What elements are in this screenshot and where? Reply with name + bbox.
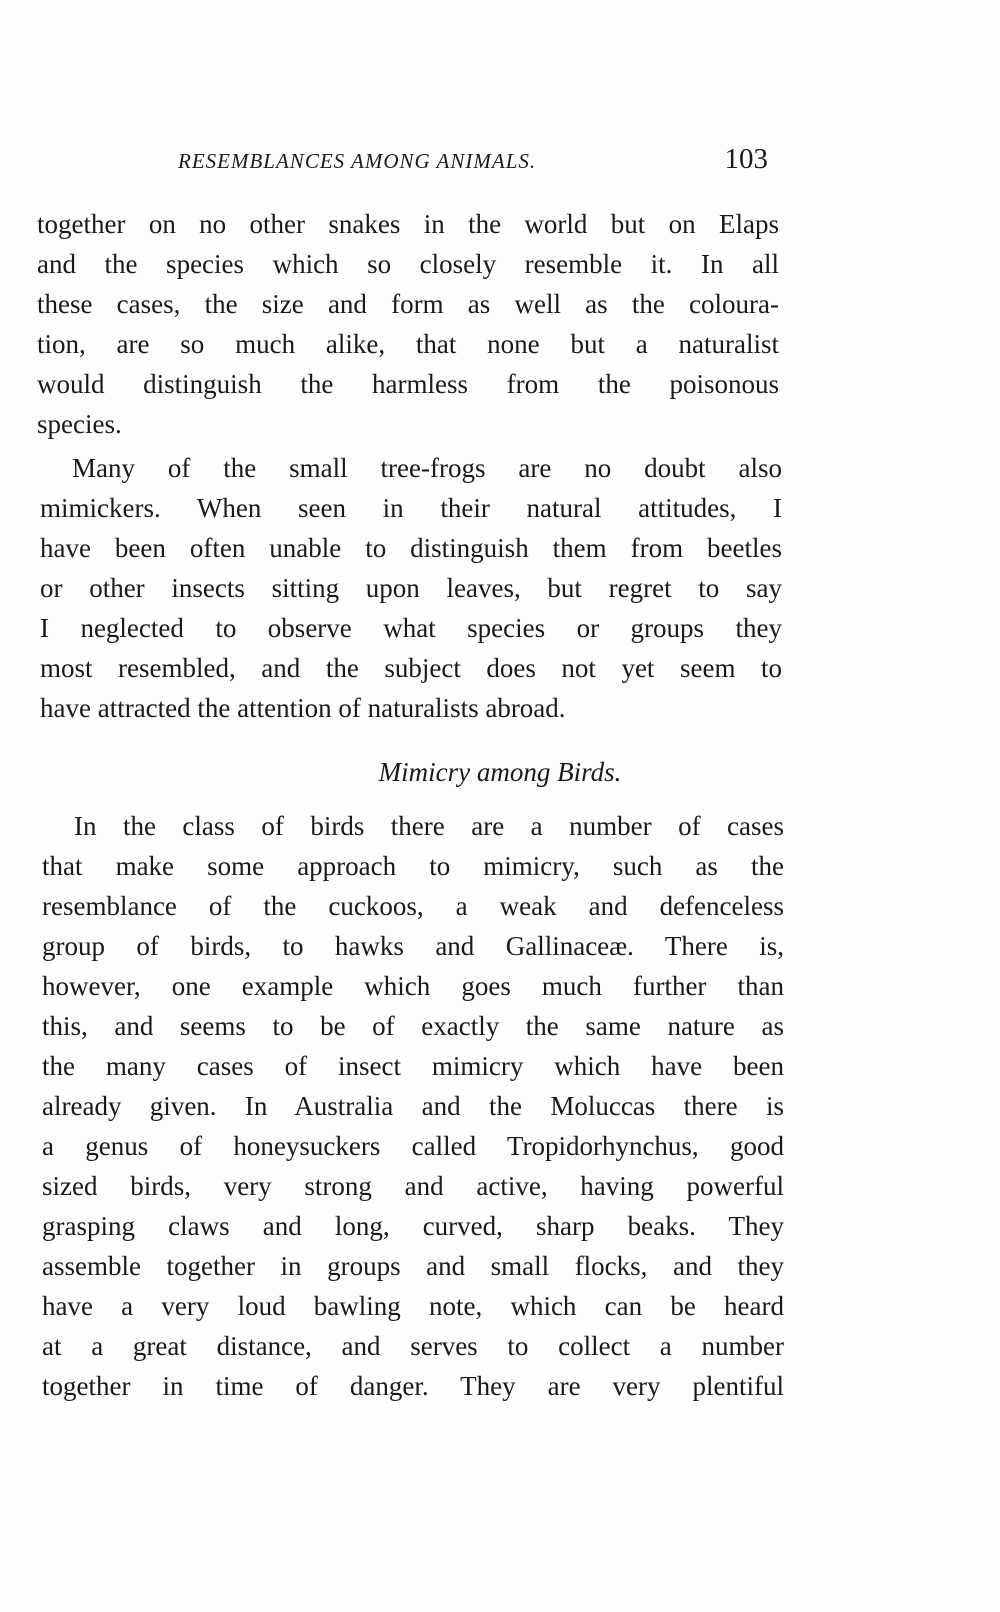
text-line: have attracted the attention of naturalists abroad. — [40, 693, 566, 723]
page-number: 103 — [724, 143, 768, 175]
paragraph-tree-frogs — [40, 448, 782, 728]
text-line: Many of the small tree-frogs are no doubt also — [72, 453, 782, 483]
text-line: species. — [37, 409, 122, 439]
text-line: mimickers. When seen in their natural attitudes, I — [40, 493, 782, 523]
text-line: have a very loud bawling note, which can be heard — [42, 1291, 784, 1321]
text-line: or other insects sitting upon leaves, but regret to say — [40, 573, 782, 603]
text-line: In the class of birds there are a number of cases — [74, 811, 784, 841]
text-line: the many cases of insect mimicry which have been — [42, 1051, 784, 1081]
text-line: however, one example which goes much further than — [42, 971, 784, 1001]
text-line: assemble together in groups and small flocks, and they — [42, 1251, 784, 1281]
section-heading: Mimicry among Birds. — [378, 757, 622, 787]
text-line: together on no other snakes in the world but on Elaps — [37, 209, 779, 239]
running-title: RESEMBLANCES AMONG ANIMALS. — [178, 149, 537, 173]
text-line: already given. In Australia and the Moluccas there is — [42, 1091, 784, 1121]
text-line: would distinguish the harmless from the poisonous — [37, 369, 779, 399]
text-line: that make some approach to mimiсry, such as the — [42, 851, 784, 881]
paragraph-continued — [37, 204, 779, 444]
text-line: resemblance of the cuckoos, a weak and defenceless — [42, 891, 784, 921]
text-line: most resembled, and the subject does not yet seem to — [40, 653, 782, 683]
text-line: and the species which so closely resemble it. In all — [37, 249, 779, 279]
text-line: this, and seems to be of exactly the same nature as — [42, 1011, 784, 1041]
text-line: have been often unable to distinguish them from beetles — [40, 533, 782, 563]
text-line: sized birds, very strong and active, having powerful — [42, 1171, 784, 1201]
text-line: these cases, the size and form as well as the coloura- — [37, 289, 779, 319]
running-head — [178, 143, 768, 183]
text-line: group of birds, to hawks and Gallinaceæ. There is, — [42, 931, 784, 961]
text-line: a genus of honeysuckers called Tropidorhynchus, good — [42, 1131, 784, 1161]
text-line: together in time of danger. They are very plentiful — [42, 1371, 784, 1401]
text-line: grasping claws and long, curved, sharp beaks. They — [42, 1211, 784, 1241]
paragraph-birds — [42, 806, 784, 1406]
text-line: tion, are so much alike, that none but a naturalist — [37, 329, 779, 359]
text-line: at a great distance, and serves to collect a number — [42, 1331, 784, 1361]
text-line: I neglected to observe what species or groups they — [40, 613, 782, 643]
